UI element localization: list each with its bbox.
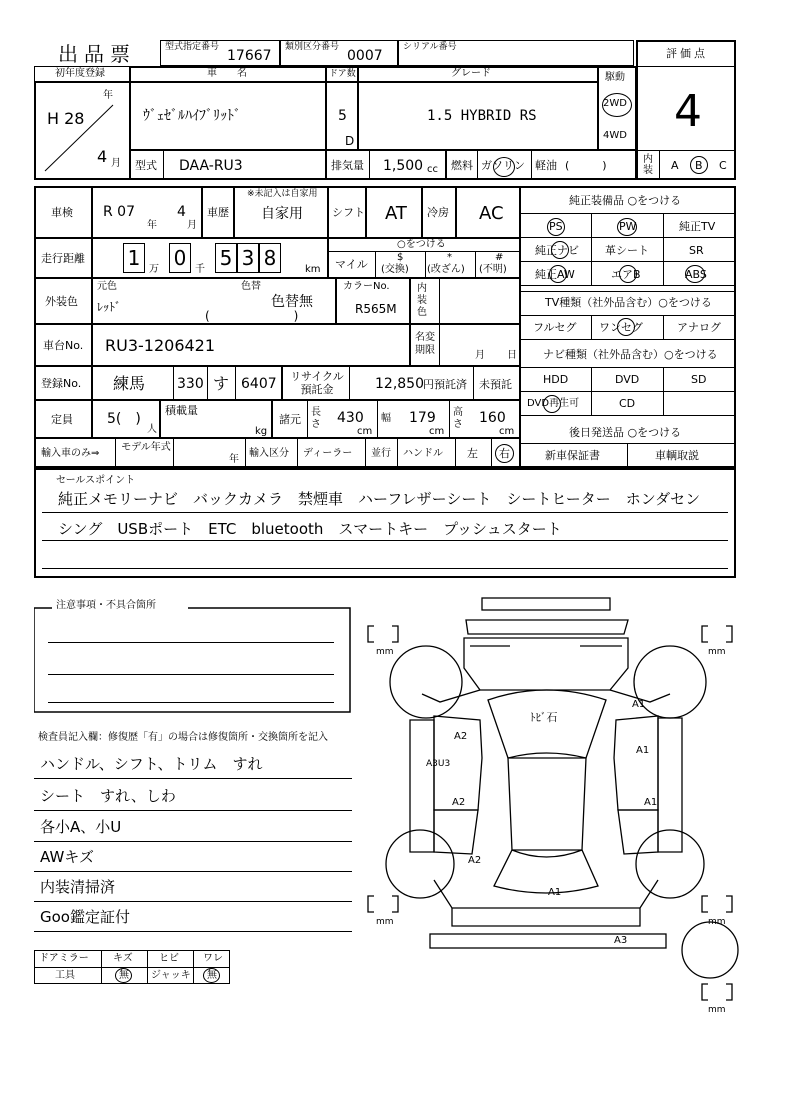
interior-color-cell <box>410 278 520 324</box>
equip-navi: 純正ナビ <box>535 244 579 257</box>
model-value: DAA-RU3 <box>179 158 243 174</box>
car-damage-diagram <box>360 590 740 1050</box>
diesel-label: 軽油 <box>535 159 557 172</box>
hash-text: (不明) <box>479 264 507 275</box>
mileage-digit: 5 <box>215 243 237 273</box>
capacity-value: 5( ) <box>107 411 141 427</box>
tv-oneseg: ワンセグ <box>599 321 643 334</box>
drive-cell <box>598 66 636 150</box>
tv-analog: アナログ <box>677 321 721 334</box>
ac-label-cell <box>422 186 456 238</box>
model-designation-box <box>160 40 280 66</box>
inspection-label-cell <box>34 186 92 238</box>
registration-class: 330 <box>177 376 204 392</box>
equip-sr: SR <box>689 244 704 257</box>
equip-navi-circle <box>551 241 569 259</box>
dims-label: 諸元 <box>279 413 301 426</box>
capacity-value-cell <box>92 400 160 438</box>
damage-mark: A2 <box>454 731 468 742</box>
shift-value: AT <box>385 203 407 224</box>
hash-sym: # <box>495 252 504 263</box>
shift-label-cell <box>328 186 366 238</box>
jack-value: 無 <box>207 970 217 981</box>
interior-color-label: 内装色 <box>417 283 427 318</box>
mileage-digit: 3 <box>237 243 259 273</box>
doors-value: 5 <box>338 108 347 124</box>
dims-cell <box>272 400 520 438</box>
first-reg-label: 初年度登録 <box>55 68 105 79</box>
interior-cell <box>636 150 736 180</box>
km-unit: km <box>305 264 321 275</box>
later-warranty: 新車保証書 <box>545 449 600 462</box>
name-change-day: 日 <box>507 350 517 361</box>
shift-value-cell <box>366 186 422 238</box>
tv-oneseg-circle <box>617 318 635 336</box>
recycle-unpaid: 未預託 <box>479 378 512 391</box>
grade-header <box>358 66 598 82</box>
notes-line <box>48 702 334 703</box>
color-label-cell <box>34 278 92 324</box>
interior-a: A <box>671 159 679 172</box>
equip-pw: PW <box>619 220 637 233</box>
history-label-cell <box>202 186 234 238</box>
handle-left: 左 <box>467 447 478 460</box>
repaint-paren: ( ) <box>205 309 299 323</box>
month-unit: 月 <box>111 158 121 169</box>
sales-box <box>34 468 736 578</box>
inspection-year: R 07 <box>103 204 135 220</box>
door-type: D <box>345 134 355 148</box>
registration-number: 6407 <box>241 376 277 392</box>
width-label: 幅 <box>381 413 391 424</box>
mm-label-fl: mm <box>376 647 394 657</box>
note-line-2: シート すれ、しわ <box>40 787 176 805</box>
equip-airbag: エアB <box>611 268 641 281</box>
door-mirror-label: ドアミラー <box>39 953 89 964</box>
sen-unit: 千 <box>195 264 205 275</box>
drive-2wd: 2WD <box>603 98 627 109</box>
category-box <box>280 40 398 66</box>
notes-line <box>48 674 334 675</box>
width-cm: cm <box>429 426 445 437</box>
interior-c: C <box>719 159 727 172</box>
category-value: 0007 <box>347 48 383 64</box>
navi-cd: CD <box>619 397 636 410</box>
recycle-cell <box>282 366 520 400</box>
navi-dvd-play: DVD再生可 <box>527 398 580 409</box>
inspection-month-unit: 月 <box>187 220 197 231</box>
navi-header: ナビ種類（社外品含む）○をつける <box>543 348 718 361</box>
mm-label-fr: mm <box>708 647 726 657</box>
equip-ps: PS <box>549 220 563 233</box>
model-designation-label: 型式指定番号 <box>165 42 220 52</box>
mileage-value-cell <box>92 238 328 278</box>
length-value: 430 <box>337 410 364 426</box>
drive-label: 駆動 <box>605 72 625 83</box>
registration-value-cell <box>92 366 282 400</box>
mm-label-rl: mm <box>376 917 394 927</box>
grade-cell <box>358 82 598 150</box>
doors-cell <box>326 82 358 150</box>
model-designation-value: 17667 <box>227 48 272 64</box>
note-line-1: ハンドル、シフト、トリム すれ <box>40 755 263 773</box>
dollar-text: (交換) <box>381 264 409 275</box>
navi-dvd: DVD <box>615 373 640 386</box>
man-unit: 万 <box>149 264 159 275</box>
color-value-cell <box>92 278 336 324</box>
note-line-3: 各小A、小U <box>40 818 122 836</box>
recycle-unit: 円預託済 <box>423 378 467 391</box>
repaint-value: 色替無 <box>271 294 313 310</box>
doors-header <box>326 66 358 82</box>
ac-value: AC <box>479 203 504 224</box>
displacement-value: 1,500 <box>383 158 424 174</box>
tools-label: 工具 <box>55 970 75 981</box>
tv-header: TV種類（社外品含む）○をつける <box>545 296 712 309</box>
history-value: 自家用 <box>261 206 303 222</box>
note-line-5: 内装清掃済 <box>40 878 116 896</box>
damage-mark: A1 <box>548 887 562 898</box>
interior-b-circle <box>690 156 708 174</box>
import-parallel: 並行 <box>371 448 391 459</box>
mile-label: マイル <box>335 258 368 271</box>
chassis-value: RU3-1206421 <box>105 336 216 355</box>
length-cm: cm <box>357 426 373 437</box>
equip-leather: 革シート <box>605 244 649 257</box>
grade-value: 1.5 HYBRID RS <box>427 108 537 124</box>
equipment-header: 純正装備品 ○をつける <box>569 194 682 207</box>
height-label: 高さ <box>453 407 463 430</box>
star-sym: * <box>447 252 452 263</box>
doors-label: ドア数 <box>329 69 356 79</box>
model-label: 型式 <box>135 159 157 172</box>
page-title: 出品票 <box>58 42 136 66</box>
ac-value-cell <box>456 186 520 238</box>
original-color-value: ﾚｯﾄﾞ <box>97 300 122 314</box>
handle-label: ハンドル <box>403 448 443 459</box>
name-change-label: 名変期限 <box>415 332 435 356</box>
grade-label: グレード <box>451 68 491 79</box>
load-label: 積載量 <box>165 404 198 417</box>
car-name-cell <box>130 82 326 150</box>
star-text: (改ざん) <box>427 264 465 275</box>
rating-label: 評価点 <box>666 47 708 60</box>
equip-tv: 純正TV <box>679 220 716 233</box>
history-label: 車歴 <box>207 206 229 219</box>
drive-2wd-circle <box>602 93 632 117</box>
note-line-4: AWキズ <box>40 848 94 866</box>
first-reg-era: H 28 <box>47 109 85 128</box>
navi-hdd: HDD <box>543 373 569 386</box>
serial-label: シリアル番号 <box>403 42 457 52</box>
first-reg-month: 4 <box>97 147 108 166</box>
first-reg-cell <box>34 82 130 180</box>
ac-label: 冷房 <box>427 206 449 219</box>
keys-table <box>34 950 230 984</box>
handle-right: 右 <box>499 447 510 460</box>
jack-label: ジャッキ <box>151 970 191 981</box>
width-value: 179 <box>409 410 436 426</box>
year-unit: 年 <box>103 90 113 101</box>
registration-kana: す <box>213 374 230 393</box>
car-name-value: ｳﾞｪｾﾞﾙﾊｲﾌﾞﾘｯﾄﾞ <box>143 108 241 124</box>
first-reg-header <box>34 66 130 82</box>
kg-unit: kg <box>255 426 268 437</box>
equip-airbag-circle <box>619 265 637 283</box>
inspector-label: 検査員記入欄：修復歴「有」の場合は修復箇所・交換箇所を記入 <box>38 732 328 743</box>
sales-label: セールスポイント <box>56 475 136 486</box>
import-dealer: ディーラー <box>303 448 353 459</box>
serial-box <box>398 40 634 66</box>
mileage-digit: 0 <box>169 243 191 273</box>
equipment-panel <box>520 186 736 468</box>
interior-label: 内装 <box>643 154 653 176</box>
color-code-cell <box>336 278 410 324</box>
equip-pw-circle <box>617 218 637 236</box>
fuel-circle <box>493 157 515 177</box>
length-label: 長さ <box>311 407 321 430</box>
repaint-label: 色替 <box>241 281 261 292</box>
inspection-year-unit: 年 <box>147 220 157 231</box>
damage-mark: A3 <box>614 935 628 946</box>
mirror-crack: ヒビ <box>159 953 179 964</box>
fuel-gasoline: ガソリン <box>481 159 525 172</box>
dollar-sym: $ <box>397 252 404 263</box>
history-note: ※未記入は自家用 <box>247 189 318 199</box>
tools-value: 無 <box>119 970 129 981</box>
equip-aw: 純正AW <box>535 268 575 281</box>
import-type-label: 輸入区分 <box>249 448 289 459</box>
load-cell <box>160 400 272 438</box>
capacity-label-cell <box>34 400 92 438</box>
handle-right-circle <box>495 444 514 463</box>
inspection-value-cell <box>92 186 202 238</box>
height-cm: cm <box>499 426 515 437</box>
mileage-flags-cell <box>328 238 520 278</box>
tools-circle <box>115 968 132 983</box>
diesel-paren: ( ) <box>565 159 607 172</box>
category-label: 類別区分番号 <box>285 42 340 52</box>
recycle-label: リサイクル預託金 <box>290 370 344 396</box>
mileage-label-cell <box>34 238 92 278</box>
color-label: 外装色 <box>45 295 78 308</box>
displacement-cell <box>326 150 446 180</box>
chassis-label: 車台No. <box>43 339 84 352</box>
damage-mark: A1 <box>636 745 650 756</box>
mirror-scratch: キズ <box>113 953 133 964</box>
name-change-month: 月 <box>475 350 485 361</box>
note-line-6: Goo鑑定証付 <box>40 908 130 926</box>
model-year-label: モデル年式 <box>121 442 171 453</box>
equip-aw-circle <box>549 265 567 283</box>
jack-circle <box>203 968 220 983</box>
history-value-cell <box>234 186 328 238</box>
recycle-amount: 12,850 <box>375 376 424 392</box>
navi-sd: SD <box>691 373 707 386</box>
notes-line <box>48 642 334 643</box>
drive-4wd: 4WD <box>603 130 627 141</box>
capacity-label: 定員 <box>51 413 73 426</box>
import-label: 輸入車のみ⇒ <box>41 448 100 459</box>
damage-mark: A1 <box>644 797 658 808</box>
mileage-digit: 8 <box>259 243 281 273</box>
sales-line-1: 純正メモリーナビ バックカメラ 禁煙車 ハーフレザーシート シートヒーター ホンダセン <box>58 490 701 508</box>
mileage-digit: 1 <box>123 243 145 273</box>
model-cell <box>130 150 326 180</box>
fuel-label: 燃料 <box>451 159 473 172</box>
inspection-month: 4 <box>177 204 186 220</box>
height-value: 160 <box>479 410 506 426</box>
fuel-cell <box>446 150 636 180</box>
notes-label: 注意事項・不具合箇所 <box>56 600 156 611</box>
registration-label-cell <box>34 366 92 400</box>
import-year-unit: 年 <box>229 454 239 465</box>
car-name-label: 車 名 <box>207 68 247 79</box>
name-change-cell <box>410 324 520 366</box>
mm-label-rr: mm <box>708 917 726 927</box>
color-code-label: カラーNo. <box>343 281 390 292</box>
damage-mark: A3U3 <box>426 759 451 769</box>
sales-line-2: シング USBポート ETC bluetooth スマートキー プッシュスタート <box>58 520 562 538</box>
equip-abs-circle <box>685 265 705 283</box>
shift-label: シフト <box>332 206 365 219</box>
interior-b: B <box>695 159 703 172</box>
chassis-value-cell <box>92 324 410 366</box>
mirror-break: ワレ <box>203 953 223 964</box>
later-manual: 車輌取説 <box>655 449 699 462</box>
rating-value: 4 <box>674 86 702 137</box>
capacity-unit: 人 <box>147 424 157 435</box>
navi-dvd-play-circle <box>543 395 561 413</box>
registration-label: 登録No. <box>41 377 82 390</box>
mileage-mark-note: ○をつける <box>397 239 446 250</box>
chassis-label-cell <box>34 324 92 366</box>
import-cell <box>34 438 520 468</box>
color-code-value: R565M <box>355 302 397 316</box>
damage-mark: A1 <box>632 699 646 710</box>
car-name-header <box>130 66 326 82</box>
equip-abs: ABS <box>685 268 707 281</box>
displacement-label: 排気量 <box>331 159 364 172</box>
later-header: 後日発送品 ○をつける <box>569 426 682 439</box>
damage-mark: A2 <box>468 855 482 866</box>
windshield-note: ﾄﾋﾞ石 <box>530 711 558 724</box>
registration-region: 練馬 <box>113 374 146 393</box>
inspection-label: 車検 <box>51 206 73 219</box>
original-color-label: 元色 <box>97 281 117 292</box>
damage-mark: A2 <box>452 797 466 808</box>
tv-fullseg: フルセグ <box>533 321 577 334</box>
equip-ps-circle <box>547 218 565 236</box>
mileage-label: 走行距離 <box>41 252 85 265</box>
mm-label-spare: mm <box>708 1005 726 1015</box>
cc-unit: cc <box>427 164 438 175</box>
first-reg-slash <box>35 83 131 181</box>
